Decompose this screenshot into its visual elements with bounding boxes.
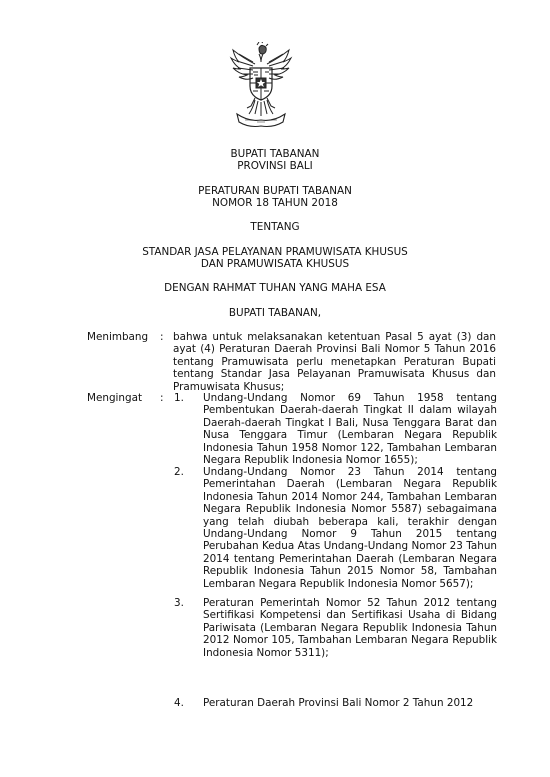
regulation-number: NOMOR 18 TAHUN 2018 [212,197,338,209]
mengingat-colon: : [160,392,164,404]
list-item-text: Peraturan Pemerintah Nomor 52 Tahun 2012 tentang Sertifikasi Kompetensi dan Sertifikasi Usaha di Bidang Pariwisata (Lembaran Negara Republik Indonesia Tahun 2012 Nomor 105, Tambahan Lembaran Negara Republik Indonesia Nomor 5311); [203,597,497,659]
list-item-text: Undang-Undang Nomor 23 Tahun 2014 tentang Pemerintahan Daerah (Lembaran Negara Republik Indonesia Tahun 2014 Nomor 244, Tambahan Lembaran Negara Republik Indonesia Nomor 5587) sebagaimana yang telah diubah beberapa kali, terakhir dengan Undang-Undang Nomor 9 Tahun 2015 tentang Perubahan Kedua Atas Undang-Undang Nomor 23 Tahun 2014 tentang Pemerintahan Daerah (Lembaran Negara Republik Indonesia Tahun 2015 Nomor 58, Tambahan Lembaran Negara Republik Indonesia Nomor 5657); [203,466,497,590]
bupati-line: BUPATI TABANAN, [228,307,322,319]
list-item-number: 1. [174,392,184,404]
list-item-number: 2. [174,466,184,478]
header-title: BUPATI TABANAN [230,148,320,160]
list-item-number: 4. [174,697,184,709]
menimbang-colon: : [160,331,164,343]
regulation-subject-line1: STANDAR JASA PELAYANAN PRAMUWISATA KHUSUS [142,246,408,258]
header-province: PROVINSI BALI [237,160,313,172]
regulation-subject-line2: DAN PRAMUWISATA KHUSUS [200,258,350,270]
tentang-heading: TENTANG [250,221,300,233]
list-item-text: Undang-Undang Nomor 69 Tahun 1958 tentang Pembentukan Daerah-daerah Tingkat II dalam wilayah Daerah-daerah Tingkat I Bali, Nusa Tenggara Barat dan Nusa Tenggara Timur (Lembaran Negara Republik Indonesia Tahun 1958 Nomor 122, Tambahan Lembaran Negara Republik Indonesia Nomor 1655); [203,392,497,467]
blessing-line: DENGAN RAHMAT TUHAN YANG MAHA ESA [164,282,386,294]
list-item-number: 3. [174,597,184,609]
garuda-emblem-icon [229,42,293,132]
menimbang-text: bahwa untuk melaksanakan ketentuan Pasal 5 ayat (3) dan ayat (4) Peraturan Daerah Provinsi Bali Nomor 5 Tahun 2016 tentang Pramuwisata perlu menetapkan Peraturan Bupati tentang Standar Jasa Pelayanan Pramuwisata Khusus dan Pramuwisata Khusus; [173,331,496,393]
mengingat-label: Mengingat [87,392,143,404]
list-item-text: Peraturan Daerah Provinsi Bali Nomor 2 Tahun 2012 [203,697,474,709]
regulation-title: PERATURAN BUPATI TABANAN [198,185,352,197]
menimbang-label: Menimbang [87,331,149,343]
